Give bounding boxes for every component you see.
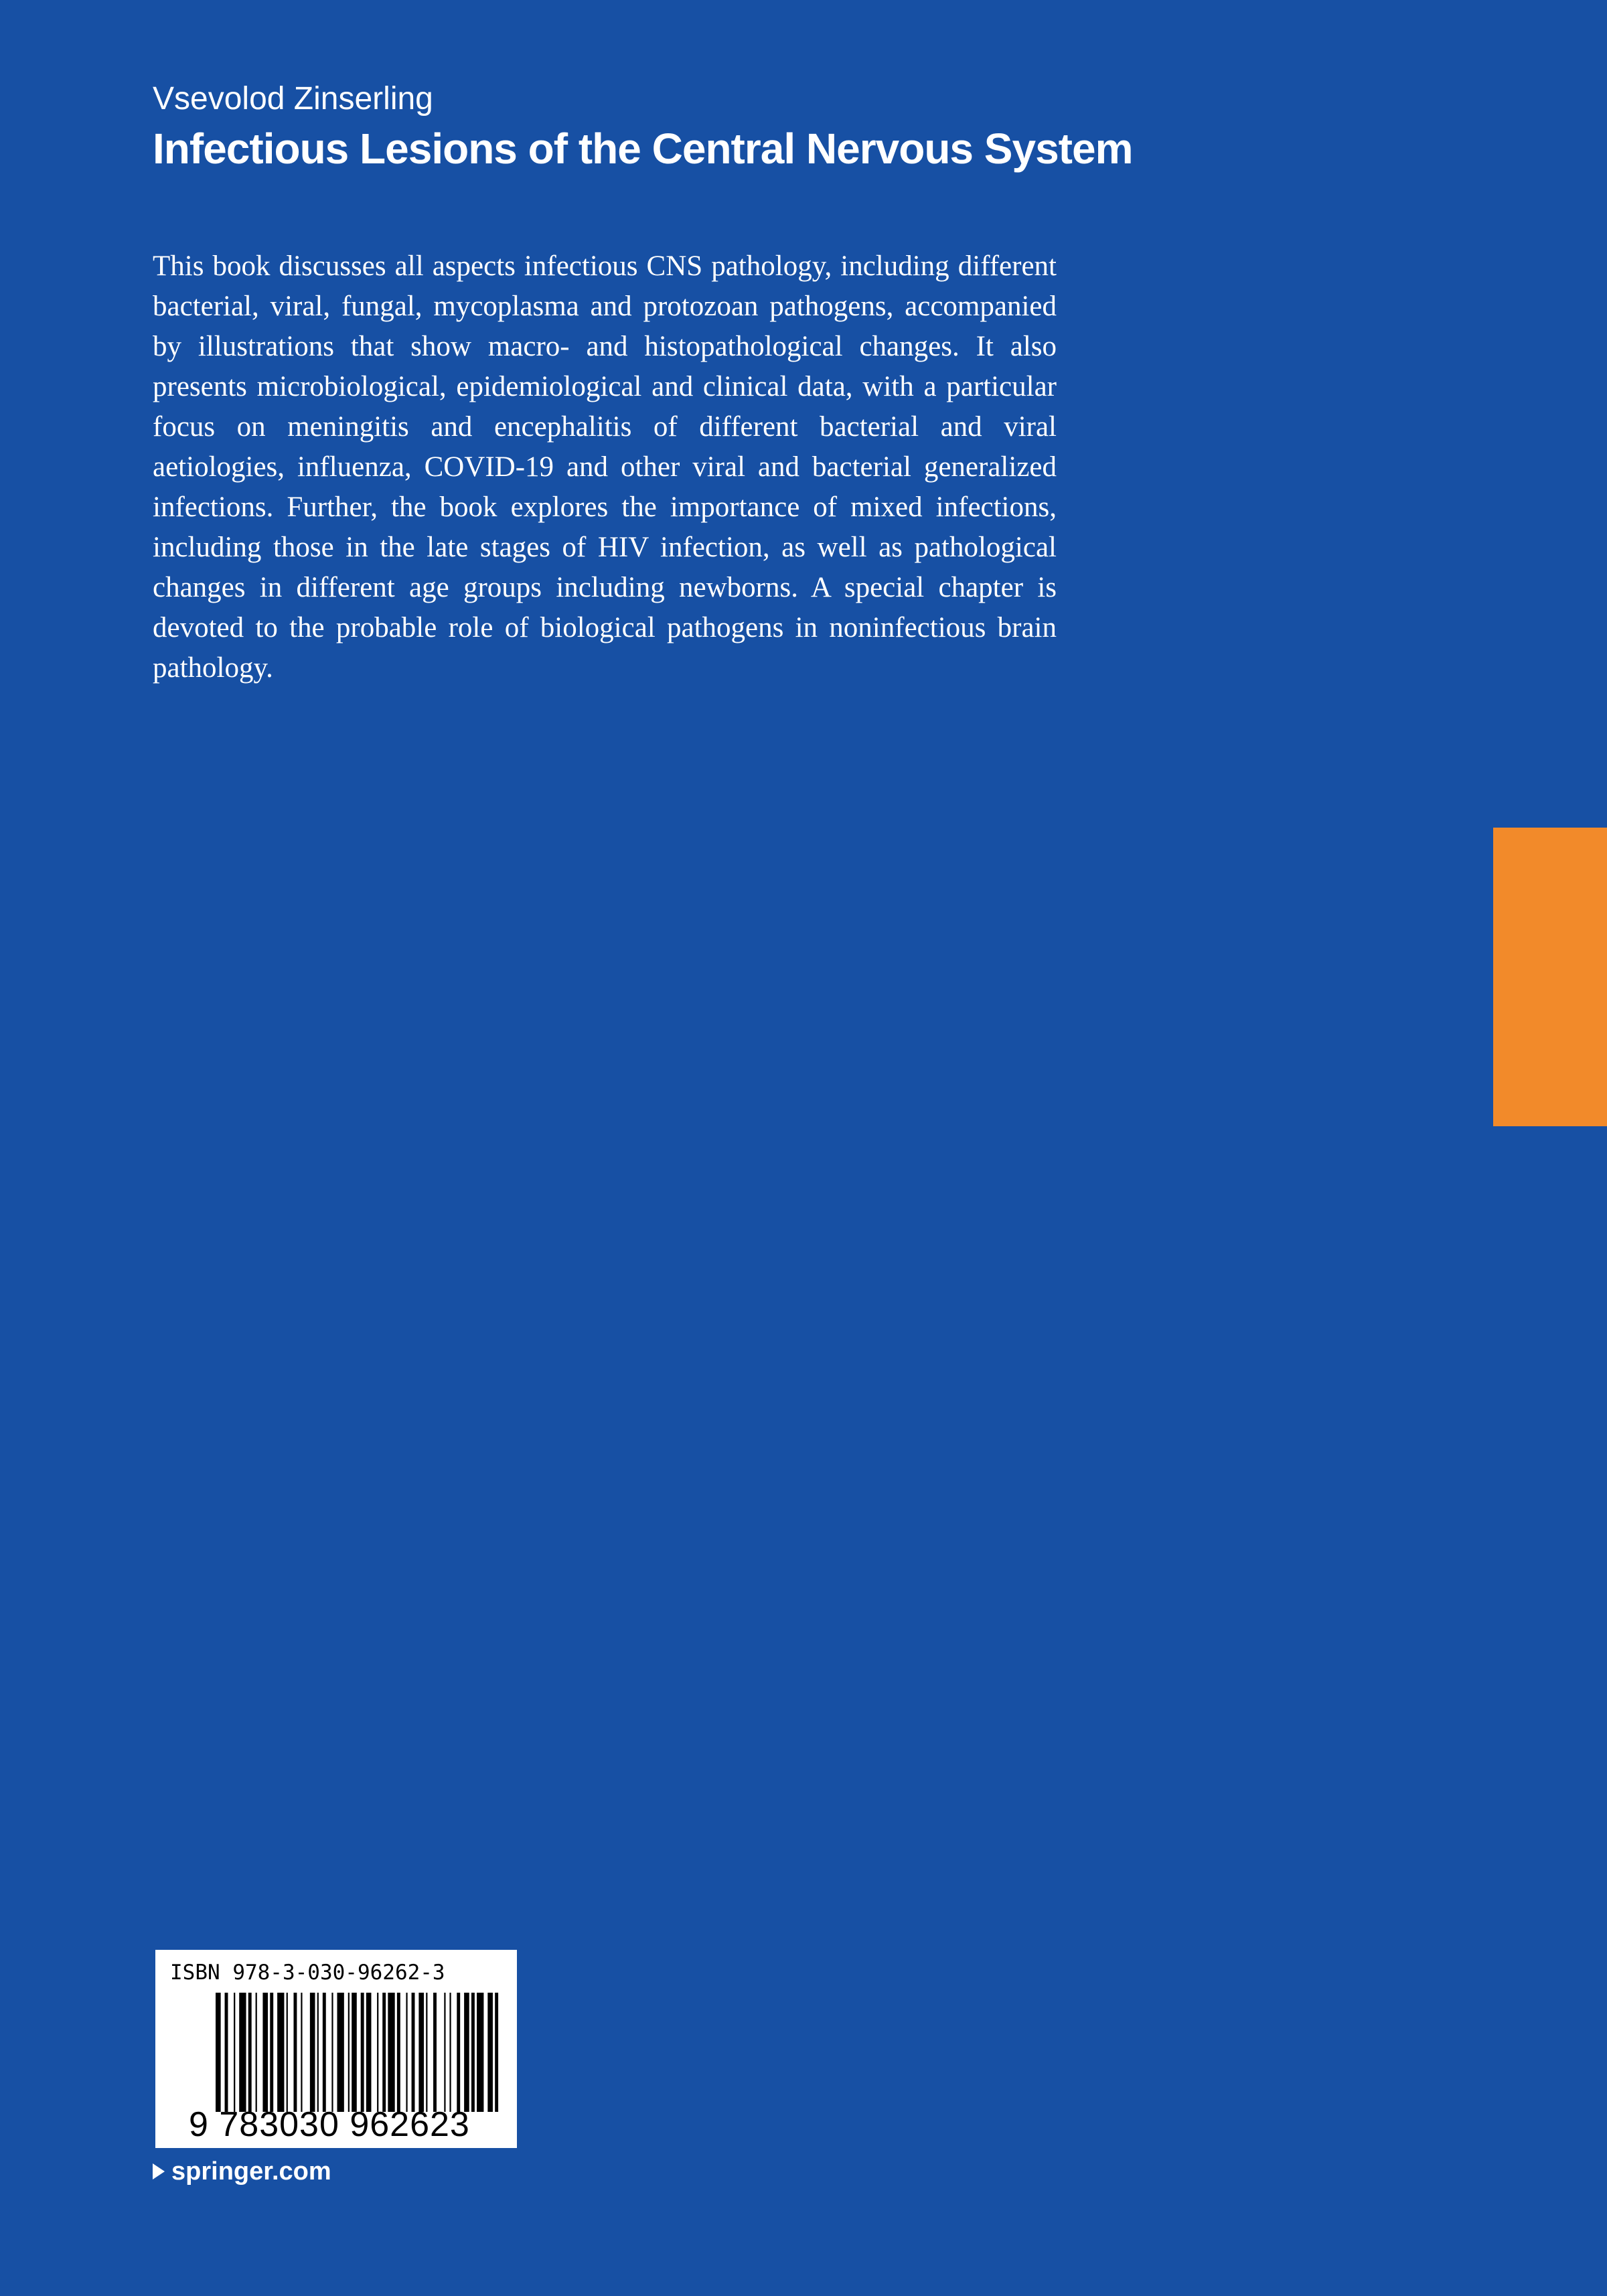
isbn-barcode-box [155, 1950, 517, 2148]
author-name: Vsevolod Zinserling [153, 81, 433, 117]
triangle-arrow-icon [153, 2163, 165, 2179]
barcode-digits: 9 783030 962623 [189, 2105, 470, 2144]
publisher-url[interactable]: springer.com [171, 2157, 331, 2186]
book-title: Infectious Lesions of the Central Nervous System [153, 125, 1133, 173]
publisher-link[interactable] [153, 2155, 331, 2188]
barcode-icon [216, 1993, 502, 2112]
isbn-label: ISBN 978-3-030-96262-3 [170, 1961, 445, 1985]
orange-accent-tab [1493, 828, 1607, 1126]
book-description: This book discusses all aspects infectious CNS pathology, including different bacterial, viral, fungal, mycoplasma and protozoan pathogens, accompanied by illustrations that show macro- and histopathological changes. It also presents microbiological, epidemiological and clinical data, with a particular focus on meningitis and encephalitis of different bacterial and viral aetiologies, influenza, COVID-19 and other viral and bacterial generalized infections. Further, the book explores the importance of mixed infections, including those in the late stages of HIV infection, as well as pathological changes in different age groups including newborns. A special chapter is devoted to the probable role of biological pathogens in noninfectious brain pathology. [153, 250, 1057, 684]
